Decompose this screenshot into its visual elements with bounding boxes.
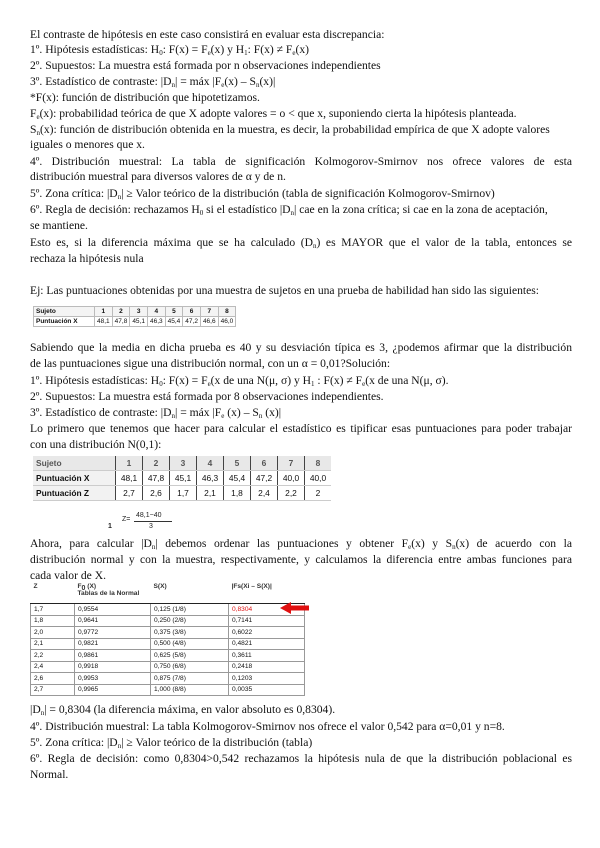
table-cell: 4 (147, 307, 165, 317)
table-cell: 48,1 (95, 317, 113, 327)
table-cell: 46,3 (197, 471, 224, 486)
table-cell: 1 (116, 456, 143, 471)
table-header: Z (31, 583, 75, 604)
definition-sn-line-cont: iguales o menores que x. (30, 138, 145, 151)
table-cell: 0,875 (7/8) (151, 673, 229, 685)
table-header: Sujeto (33, 456, 116, 471)
table-cell: 1,8 (224, 486, 251, 501)
table-row-label: Puntuación X (33, 471, 116, 486)
table-cell: 7 (278, 456, 305, 471)
result-critical-zone-line: 5º. Zona crítica: $|D_n|$ ≥ Valor teórico de la distribución (tabla) (30, 736, 313, 749)
table-cell: 0,9554 (75, 604, 151, 616)
scores-table (33, 306, 236, 327)
order-line: Ahora, para calcular $|D_n|$ debemos ordenar las puntuaciones y obtener $F_e(x)$ y $S_n(x)$ de acuerdo con la (30, 537, 572, 550)
standardize-line-cont: con una distribución N(0,1): (30, 438, 162, 451)
table-row (31, 684, 305, 696)
table-row-label: Puntuación X (34, 317, 95, 327)
formula-numerator: 48,1−40 (136, 512, 162, 519)
formula-z: Z= (122, 516, 131, 523)
table-cell: 0,375 (3/8) (151, 627, 229, 639)
formula-denominator: 3 (149, 523, 153, 530)
table-cell: 40,0 (278, 471, 305, 486)
sampling-line: 4º. Distribución muestral: La tabla de significación Kolmogorov-Smirnov nos ofrece valores de esta (30, 155, 572, 168)
definition-sn-line: $S_n(x)$: función de distribución obtenida en la muestra, es decir, la probabilidad empírica de que X adopte valores (30, 123, 550, 136)
fraction-bar (134, 521, 172, 522)
table-cell: 0,6022 (229, 627, 305, 639)
intro-line: El contraste de hipótesis en este caso consistirá en evaluar esta discrepancia: (30, 28, 385, 41)
critical-zone-line: 5º. Zona crítica: $|D_n|$ ≥ Valor teórico de la distribución (tabla de significación Kolmogorov-Smirnov) (30, 187, 495, 200)
solution-hypotheses-line: 1º. Hipótesis estadísticas: $H_0$: $F(x) = F_e(x$ de una N(μ, σ) y $H_1$ : $F(x) \ne F_e(x$ de una N(μ, σ). (30, 374, 449, 387)
table-header: S(X) (151, 583, 229, 604)
sampling-line-cont: distribución muestral para diversos valores de α y de n. (30, 170, 286, 183)
table-cell: 2 (143, 456, 170, 471)
table-cell: 5 (165, 307, 183, 317)
table-cell: 2,6 (31, 673, 75, 685)
table-cell: 0,625 (5/8) (151, 650, 229, 662)
table-cell: 2,2 (278, 486, 305, 501)
table-cell: 3 (170, 456, 197, 471)
table-cell: 45,1 (170, 471, 197, 486)
table-cell: 45,4 (165, 317, 183, 327)
table-cell: 4 (197, 456, 224, 471)
table-cell: 46,3 (147, 317, 165, 327)
table-cell: 1,8 (31, 615, 75, 627)
table-cell: 6 (251, 456, 278, 471)
table-row (31, 604, 305, 616)
table-header: |Fs(Xi – S(X)| (229, 583, 305, 604)
note-line: *F(x): función de distribución que hipotetizamos. (30, 91, 260, 104)
table-cell: 0,9641 (75, 615, 151, 627)
table-cell: 46,0 (218, 317, 236, 327)
hypotheses-line: 1º. Hipótesis estadísticas: $H_0$: $F(x) = F_e(x)$ y $H_1$: $F(x) \ne F_e(x)$ (30, 43, 310, 56)
table-cell: 0,9965 (75, 684, 151, 696)
table-row (31, 627, 305, 639)
table-cell: 0,2418 (229, 661, 305, 673)
table-cell: 2,7 (116, 486, 143, 501)
table-cell: 8 (305, 456, 332, 471)
result-decision-line-cont: Normal. (30, 768, 69, 781)
table-cell: 0,9953 (75, 673, 151, 685)
table-cell: 0,3611 (229, 650, 305, 662)
solution-assumptions-line: 2º. Supuestos: La muestra está formada por 8 observaciones independientes. (30, 390, 384, 403)
formula-label: 1 (108, 523, 112, 530)
question-line: Sabiendo que la media en dicha prueba es 40 y su desviación típica es 3, ¿podemos afirmar que la distribución (30, 341, 572, 354)
table-cell: 0,750 (6/8) (151, 661, 229, 673)
table-cell: 45,4 (224, 471, 251, 486)
table-cell: 2,2 (31, 650, 75, 662)
table-cell: 2 (112, 307, 130, 317)
table-cell: 0,1203 (229, 673, 305, 685)
max-difference-cell: 0,8304 (229, 604, 305, 616)
assumptions-line: 2º. Supuestos: La muestra está formada por n observaciones independientes (30, 59, 381, 72)
table-cell: 46,6 (200, 317, 218, 327)
order-line-cont: distribución normal y con la muestra, respectivamente, y calculamos la diferencia entre ambas funciones para (30, 553, 572, 566)
table-cell: 1 (95, 307, 113, 317)
table-cell: 8 (218, 307, 236, 317)
result-line: $|D_n| = 0,8304$ (la diferencia máxima, en valor absoluto es 0,8304). (30, 703, 336, 716)
table-row (31, 638, 305, 650)
table-cell: 0,500 (4/8) (151, 638, 229, 650)
example-line: Ej: Las puntuaciones obtenidas por una muestra de sujetos en una prueba de habilidad han sido las siguientes: (30, 284, 540, 297)
table-cell: 1,000 (8/8) (151, 684, 229, 696)
table-cell: 47,2 (251, 471, 278, 486)
order-line-end: cada valor de X. (30, 569, 106, 582)
table-cell: 0,250 (2/8) (151, 615, 229, 627)
table-cell: 0,4821 (229, 638, 305, 650)
table-cell: 6 (183, 307, 201, 317)
table-header: $F_0$ (X) Tablas de la Normal (75, 583, 151, 604)
table-cell: 47,8 (112, 317, 130, 327)
table-cell: 2,4 (31, 661, 75, 673)
standardize-line: Lo primero que tenemos que hacer para calcular el estadístico es tipificar esas puntuaciones para poder trabajar (30, 422, 572, 435)
table-cell: 47,2 (183, 317, 201, 327)
solution-statistic-line: 3º. Estadístico de contraste: $|D_n|$ = máx $|F_e$ $(x) - S_n$ (x)| (30, 406, 282, 419)
table-cell: 0,0035 (229, 684, 305, 696)
statistic-line: 3º. Estadístico de contraste: $|D_n|$ = máx $|F_e(x) - S_n(x)|$ (30, 75, 276, 88)
table-header: Sujeto (34, 307, 95, 317)
question-line-cont: de las puntuaciones sigue una distribución normal, con un α = 0,01?Solución: (30, 357, 391, 370)
table-cell: 0,9861 (75, 650, 151, 662)
table-cell: 2,1 (31, 638, 75, 650)
table-cell: 2,6 (143, 486, 170, 501)
result-decision-line: 6º. Regla de decisión: como 0,8304>0,542 rechazamos la hipótesis nula de que la distribución poblacional es (30, 752, 572, 765)
table-cell: 0,125 (1/8) (151, 604, 229, 616)
definition-fe-line: $F_e(x)$: probabilidad teórica de que X adopte valores = o < que x, suponiendo cierta la hipótesis planteada. (30, 107, 517, 120)
table-row (31, 661, 305, 673)
table-cell: 2 (305, 486, 332, 501)
table-row (31, 673, 305, 685)
table-cell: 5 (224, 456, 251, 471)
table-cell: 40,0 (305, 471, 332, 486)
z-scores-table (33, 456, 331, 501)
table-cell: 3 (130, 307, 148, 317)
decision-rule-line: 6º. Regla de decisión: rechazamos $H_0$ si el estadístico $|D_n|$ cae en la zona crítica; si cae en la zona de aceptación, (30, 203, 548, 216)
table-cell: 0,9772 (75, 627, 151, 639)
table-cell: 45,1 (130, 317, 148, 327)
result-sampling-line: 4º. Distribución muestral: La tabla Kolmogorov-Smirnov nos ofrece el valor 0,542 para α=0,01 y n=8. (30, 720, 505, 733)
table-cell: 2,7 (31, 684, 75, 696)
table-cell: 0,9918 (75, 661, 151, 673)
table-row (31, 615, 305, 627)
table-cell: 2,0 (31, 627, 75, 639)
arrow-left-icon (280, 602, 310, 614)
table-row-label: Puntuación Z (33, 486, 116, 501)
table-cell: 48,1 (116, 471, 143, 486)
explanation-line-cont: rechaza la hipótesis nula (30, 252, 144, 265)
table-cell: 2,4 (251, 486, 278, 501)
table-cell: 0,9821 (75, 638, 151, 650)
decision-rule-line-cont: se mantiene. (30, 219, 88, 232)
table-cell: 1,7 (31, 604, 75, 616)
table-row (31, 650, 305, 662)
table-cell: 0,7141 (229, 615, 305, 627)
table-cell: 47,8 (143, 471, 170, 486)
differences-table (30, 583, 305, 696)
explanation-line: Esto es, si la diferencia máxima que se ha calculado $(D_n)$ es MAYOR que el valor de la tabla, entonces se (30, 236, 572, 249)
table-cell: 7 (200, 307, 218, 317)
table-cell: 2,1 (197, 486, 224, 501)
table-cell: 1,7 (170, 486, 197, 501)
